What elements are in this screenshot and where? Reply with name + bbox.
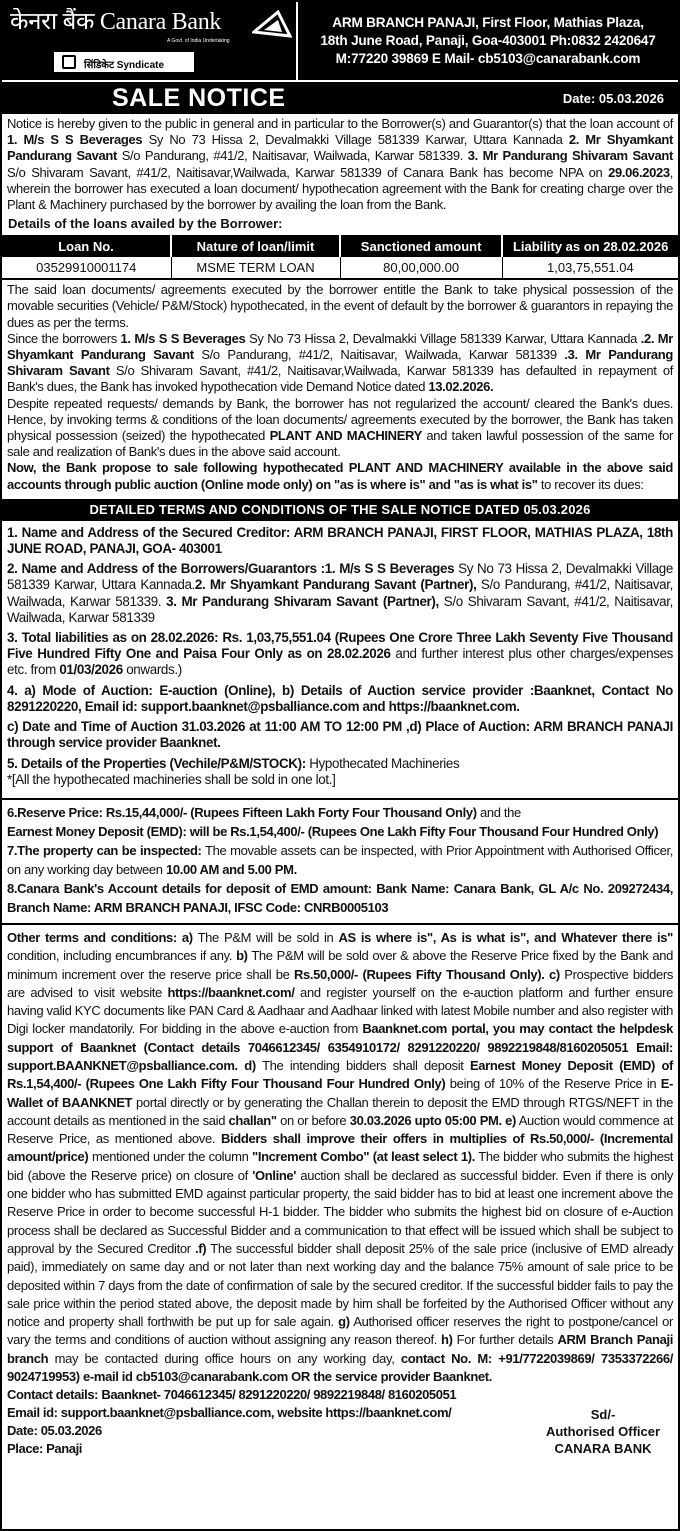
body-paragraph	[2, 460, 678, 492]
bold-text: Baanknet.com portal, you may contact the helpdesk support of Baanknet (Contact details 7046612345/ 6354910172/ 8291220220/ 9892219848/8160205051 Email: support.BAANKNET@psballiance.com. d)	[7, 1021, 673, 1073]
bold-text: challan"	[228, 1112, 277, 1128]
canara-triangle-icon	[252, 10, 292, 40]
bold-text: 2.	[7, 561, 18, 577]
text: *[All the hypothecated machineries shall be sold in one lot.]	[7, 771, 336, 787]
bold-text: 3. Mr Pandurang Shivaram Savant (Partner),	[166, 593, 439, 609]
signature-officer: Authorised Officer	[545, 1424, 661, 1440]
footer-email: Email id: support.baanknet@psballiance.com, website https://baanknet.com/	[7, 1405, 452, 1421]
text: Since the borrowers	[7, 330, 121, 346]
bold-text: Earnest Money Deposit (EMD) of Rs.1,54,400/- (Rupees One Lakh Fifty Four Thousand Four Hundred Only)	[7, 1057, 674, 1092]
bold-text: 10.00 AM and 5.00 PM.	[165, 861, 297, 877]
text: Hypothecated Machineries	[305, 755, 460, 771]
text: being of 10% of the Reserve Price in	[445, 1076, 661, 1092]
bold-text: 1. M/s S S Beverages	[120, 330, 246, 346]
bold-text: Other terms and conditions: a)	[7, 929, 193, 945]
bold-text: Rs.15,44,000/- (Rupees Fifteen Lakh Forty Four Thousand Only)	[102, 804, 477, 820]
text: The said loan documents/ agreements executed by the borrower entitle the Bank to take physical possession of the movable securities (Vehicle/ P&M/Stock) hypothecated, in the event of default by the borrower & guarantors in repaying the dues as per the terms.	[7, 282, 673, 330]
text: S/o Shivaram Savant, #41/2, Naitisavar, Wailwada, Karwar 581339	[7, 593, 673, 625]
text: S/o Pandurang, #41/2, Naitisavar, Wailwada, Karwar 581339.	[117, 148, 468, 164]
bold-text: AS is where is", As is what is", and Whatever there is"	[338, 929, 673, 945]
bold-text: Rs.50,000/- (Rupees Fifty Thousand Only). c)	[293, 966, 560, 982]
bold-text: Bidders shall improve their offers in multiplies of Rs.50,000/- (Incremental amount/price)	[7, 1131, 674, 1165]
address-line: M:77220 39869 E Mail- cb5103@canarabank.com	[335, 51, 641, 66]
text: The intending bidders shall deposit	[255, 1057, 470, 1073]
signature-block	[533, 1386, 673, 1458]
bold-text: g)	[338, 1314, 350, 1330]
table-header-row	[2, 235, 678, 257]
box-item	[2, 803, 678, 822]
bold-text: 30.03.2026 upto 05:00 PM. e)	[349, 1112, 517, 1128]
col-loan-no: Loan No.	[2, 235, 171, 257]
text: The P&M will be sold in	[192, 929, 339, 945]
bold-text: Now, the Bank propose to sale following hypothecated PLANT AND MACHINERY available in the above said accounts through public auction (Online mode only) on "as is where is" and "as is what is"	[7, 460, 673, 492]
text: Sy No 73 Hissa 2, Devalmakki Village 581339 Karwar, Uttara Kannada.	[7, 561, 673, 593]
bold-text: https://baanknet.com/	[167, 984, 295, 1000]
table-row	[2, 257, 678, 279]
bold-text: ARM Branch Panaji branch	[7, 1332, 674, 1366]
bold-text: b)	[236, 948, 248, 964]
text: Auction would commence at Reserve Price, as mentioned above.	[7, 1112, 673, 1147]
text: Authorised officer reserves the right to postpone/cancel or vary the terms and conditions of auction without assigning any reason thereof.	[7, 1314, 673, 1348]
text: and register yourself on the e-auction platform and further ensure having valid KYC documents like PAN Card & Aadhaar and Aadhaar linked with latest Mobile number and also register with Digi locker mandatorily. For bidding in the above e-auction from	[7, 984, 673, 1037]
footer	[2, 1386, 678, 1458]
terms-heading: DETAILED TERMS AND CONDITIONS OF THE SALE NOTICE DATED 05.03.2026	[2, 499, 678, 521]
notice-date: Date: 05.03.2026	[562, 90, 664, 106]
bold-text: 5. Details of the Properties (Vechile/P&M/STOCK):	[7, 755, 306, 771]
cell-liability: 1,03,75,551.04	[502, 257, 678, 279]
syndicate-icon	[62, 55, 76, 69]
bold-text: will be Rs.1,54,400/- (Rupees One Lakh Fifty Four Thousand Four Hundred Only)	[186, 823, 659, 839]
text: Sy No 73 Hissa 2, Devalmakki Village 581339 Karwar, Uttara Kannada	[245, 330, 641, 346]
logo-text: केनरा बैंक Canara Bank	[10, 9, 222, 35]
body-paragraph	[2, 282, 678, 331]
bold-text: Earnest Money Deposit (EMD):	[7, 823, 187, 839]
col-sanctioned: Sanctioned amount	[340, 235, 502, 257]
text: The successful bidder shall deposit 25% of the sale price (inclusive of EMD already paid), immediately on same day and or not later than next working day and the balance 75% amount of sale price to be deposited within 7 days from the date of confirmation of sale by the secured creditor. If the successful bidder fails to pay the sale price within the period stated above, the deposit made by him shall be forfeited by the Authorised Officer without any notice and property shall forthwith be put up for sale again.	[7, 1240, 673, 1330]
text: to recover its dues:	[537, 476, 644, 492]
footer-details	[7, 1386, 533, 1458]
bold-text: 2. Mr Shyamkant Pandurang Savant	[7, 132, 673, 164]
bold-text: .2. Mr Shyamkant Pandurang Savant	[7, 330, 673, 363]
header	[2, 2, 678, 82]
bold-text: 6.Reserve Price:	[7, 804, 103, 820]
term-item	[2, 525, 678, 557]
text: and taken lawful possession of the same for sale and realization of Bank's dues in the above said account.	[7, 428, 674, 460]
bold-text: 13.02.2026.	[428, 379, 494, 395]
loan-table	[2, 235, 678, 280]
footer-date: Date: 05.03.2026	[7, 1423, 102, 1439]
bold-text: Name and Address of the Borrowers/Guarantors :1. M/s S S Beverages	[17, 561, 455, 577]
terms-list	[2, 525, 678, 788]
text: The P&M will be sold over & above the Reserve Price fixed by the Bank and minimum increment over the reserve price shall be	[7, 948, 674, 982]
logo-tagline: A Govt. of India Undertaking	[167, 38, 230, 44]
branch-address	[298, 2, 678, 80]
text: and further interest plus other charges/expenses etc. from	[7, 646, 673, 678]
col-liability: Liability as on 28.02.2026	[502, 235, 678, 257]
syndicate-badge	[52, 50, 196, 74]
syndicate-text: सिंडिकेट Syndicate	[84, 60, 165, 71]
bold-text: Name and Address of the Secured Creditor: ARM BRANCH PANAJI, FIRST FLOOR, MATHIAS PLAZA, 18th JUNE ROAD, PANAJI, GOA- 403001	[7, 524, 673, 557]
text: For further details	[452, 1332, 558, 1348]
bold-text: 4.	[7, 682, 18, 698]
footer-place: Place: Panaji	[7, 1441, 83, 1457]
text: portal directly or by generating the Challan therein to deposit the EMD through RTGS/NEFT in the account details as mentioned in the said	[7, 1094, 673, 1128]
title-bar	[2, 82, 678, 114]
bold-text: 3. Total liabilities as on 28.02.2026: Rs. 1,03,75,551.04 (Rupees One Crore Three Lakh Seventy Five Thousand Five Hundred Fifty One and Paisa Four Only as on 28.02.2026	[7, 630, 673, 662]
text: S/o Pandurang, #41/2, Naitisavar, Wailwada, Karwar 581339	[193, 347, 565, 363]
signature-sd: Sd/-	[590, 1407, 616, 1423]
box-item	[2, 841, 678, 879]
text: Notice is hereby given to the public in general and in particular to the Borrower(s) and Guarantor(s) that the loan account of	[7, 116, 673, 131]
bold-text: 3. Mr Pandurang Shivaram Savant	[467, 148, 673, 164]
body-paragraph	[2, 396, 678, 461]
bold-text: 1. M/s S S Beverages	[7, 132, 143, 148]
address-line: 18th June Road, Panaji, Goa-403001 Ph:0832 2420647	[320, 33, 656, 48]
bold-text: 8.	[7, 880, 18, 896]
text: Despite repeated requests/ demands by Bank, the borrower has not regularized the account/ cleared the Bank's dues. Hence, by invoking terms & conditions of the loan documents/ agreements executed by the borrower, the Bank has taken physical possession (seized) the hypothecated	[7, 395, 673, 444]
text: condition, including encumbrances if any.	[7, 948, 237, 964]
loans-heading: Details of the loans availed by the Borrower:	[8, 216, 283, 232]
text: The movable assets can be inspected, with Prior Appointment with Authorised Officer, on any working day between	[7, 842, 673, 877]
bold-text: E-Wallet of BAANKNET	[7, 1076, 673, 1110]
intro-paragraph	[2, 116, 678, 213]
address-line: ARM BRANCH PANAJI, First Floor, Mathias Plaza,	[332, 15, 644, 30]
cell-loan-no: 03529910001174	[2, 257, 171, 279]
bold-text: 2. Mr Shyamkant Pandurang Savant (Partner),	[194, 577, 477, 593]
bold-text: a) Mode of Auction: E-auction (Online), b) Details of Auction service provider :Baanknet, Contact No 8291220220, Email id: support.baanknet@psballiance.com and https://baanknet.com.	[7, 682, 673, 714]
footer-contact: Contact details: Baanknet- 7046612345/ 8291220220/ 9892219848/ 8160205051	[7, 1387, 457, 1403]
cell-nature: MSME TERM LOAN	[171, 257, 340, 279]
canara-bank-logo	[2, 2, 298, 80]
text: S/o Shivaram Savant, #41/2, Naitisavar,Wailwada, Karwar 581339 has defaulted in repayment of Bank's dues, the Bank has invoked hypothecation vide Demand Notice dated	[7, 363, 673, 395]
bold-text: 01/03/2026	[59, 662, 123, 678]
bold-text: 7.The property can be inspected:	[7, 842, 202, 858]
text: Sy No 73 Hissa 2, Devalmakki Village 581339 Karwar, Uttara Kannada	[142, 132, 569, 148]
bold-text: .f)	[195, 1240, 207, 1256]
page-title: SALE NOTICE	[112, 83, 286, 112]
bold-text: 'Online'	[252, 1167, 297, 1183]
text: S/o Pandurang, #41/2, Naitisavar, Wailwada, Karwar 581339.	[7, 577, 673, 609]
bold-text: "Increment Combo" (at least select 1).	[252, 1149, 475, 1165]
text: The bidder who submits the highest bid (above the Reserve price) on closure of	[7, 1149, 674, 1183]
box-item	[2, 879, 678, 917]
bold-text: PLANT AND MACHINERY	[269, 428, 422, 444]
term-item	[2, 630, 678, 679]
text: S/o Shivaram Savant, #41/2, Naitisavar,Wailwada, Karwar 581339 of Canara Bank has become NPA on	[7, 164, 609, 180]
text: and the	[476, 804, 521, 820]
cell-sanctioned: 80,00,000.00	[340, 257, 502, 279]
text: onwards.)	[122, 662, 182, 678]
other-terms	[2, 929, 678, 1386]
box-item	[2, 822, 678, 841]
text: may be contacted during office hours on any working day,	[48, 1350, 401, 1366]
reserve-price-box	[2, 798, 678, 925]
text: , wherein the borrower has executed a loan document/ hypothecation agreement with the Bank for creating charge over the Plant & Machinery purchased by the borrower by availing the loan from the Bank.	[7, 164, 673, 213]
term-item	[2, 683, 678, 715]
body-paragraph	[2, 331, 678, 396]
text: Prospective bidders are advised to visit website	[7, 966, 674, 1000]
text: on or before	[276, 1112, 350, 1128]
term-item	[2, 719, 678, 751]
bold-text: 29.06.2023	[608, 164, 670, 180]
col-nature: Nature of loan/limit	[171, 235, 340, 257]
bold-text: .3. Mr Pandurang Shivaram Savant	[7, 347, 673, 379]
term-item	[2, 756, 678, 788]
term-item	[2, 561, 678, 626]
bold-text: Canara Bank's Account details for deposit of EMD amount: Bank Name: Canara Bank, GL A/c No. 209272434, Branch Name: ARM BRANCH PANAJI, IFSC Code: CNRB0005103	[7, 880, 673, 915]
other-terms-paragraph	[2, 929, 678, 1386]
bold-text: contact No. M: +91/7722039869/ 7353372266/ 9024719953) e-mail id cb5103@canarabank.com OR the service provider Baanknet.	[7, 1350, 673, 1385]
signature-bank: CANARA BANK	[554, 1441, 652, 1457]
bold-text: ,d) Place of Auction: ARM BRANCH PANAJI through service provider Baanknet.	[7, 719, 673, 751]
text: auction shall be declared as successful bidder. Even if there is only one bidder who has submitted EMD against particular property, the said bidder has to bid at least one increment above the Reserve Price in order to become successful H-1 bidder. The bidder who submits the highest bid on closure of e-Auction process shall be declared as Successful Bidder and a communication to that effect will be issued which shall be subject to approval by the Secured Creditor	[7, 1167, 673, 1256]
text: mentioned under the column	[88, 1149, 253, 1165]
bold-text: h)	[441, 1332, 453, 1348]
bold-text: c) Date and Time of Auction 31.03.2026 at 11:00 AM TO 12:00 PM	[7, 719, 402, 735]
bold-text: 1.	[7, 524, 18, 540]
